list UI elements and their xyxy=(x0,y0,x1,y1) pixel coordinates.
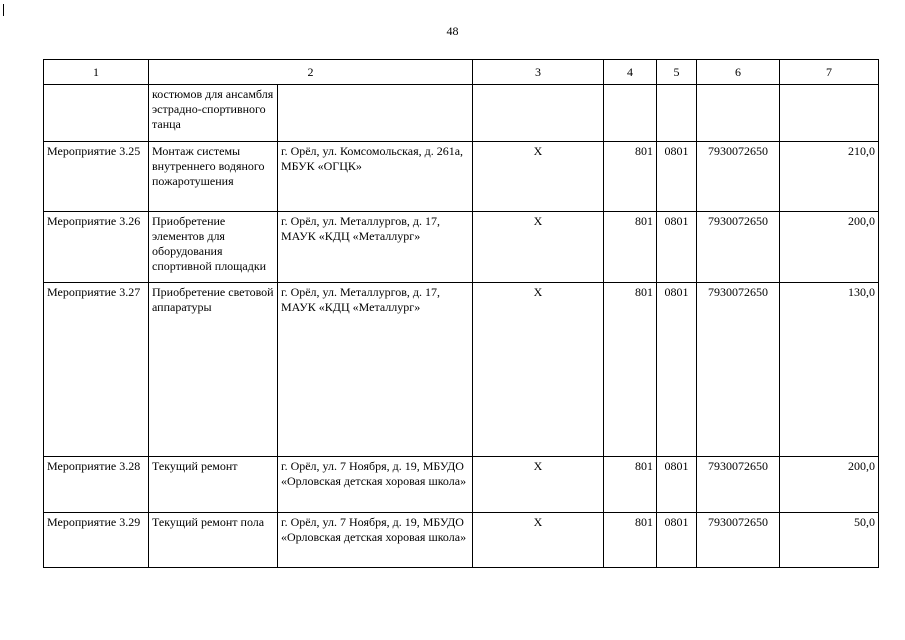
event-cell: Мероприятие 3.27 xyxy=(44,283,149,457)
continuation-row xyxy=(44,85,879,142)
col4-cell: 801 xyxy=(604,513,657,568)
cont-cell-1 xyxy=(44,85,149,142)
name-cell: Монтаж системы внутреннего водяного пожаротушения xyxy=(149,142,278,212)
col-header-1: 1 xyxy=(44,60,149,85)
header-row xyxy=(44,60,879,85)
table-row xyxy=(44,142,879,212)
cont-cell-6 xyxy=(697,85,780,142)
scan-edge-mark xyxy=(3,4,4,16)
event-cell: Мероприятие 3.28 xyxy=(44,457,149,513)
col3-cell: Х xyxy=(473,513,604,568)
cont-cell-4 xyxy=(604,85,657,142)
col-header-2: 2 xyxy=(149,60,473,85)
table-row xyxy=(44,283,879,457)
table-row xyxy=(44,457,879,513)
col3-cell: Х xyxy=(473,212,604,283)
col-header-7: 7 xyxy=(780,60,879,85)
event-cell: Мероприятие 3.25 xyxy=(44,142,149,212)
col7-cell: 200,0 xyxy=(780,212,879,283)
cont-cell-5 xyxy=(657,85,697,142)
col5-cell: 0801 xyxy=(657,457,697,513)
col6-cell: 7930072650 xyxy=(697,142,780,212)
table-row xyxy=(44,513,879,568)
col-header-4: 4 xyxy=(604,60,657,85)
col7-cell: 210,0 xyxy=(780,142,879,212)
budget-table xyxy=(43,59,879,568)
col7-cell: 130,0 xyxy=(780,283,879,457)
page-number: 48 xyxy=(446,24,459,38)
event-cell: Мероприятие 3.26 xyxy=(44,212,149,283)
col7-cell: 50,0 xyxy=(780,513,879,568)
col5-cell: 0801 xyxy=(657,513,697,568)
col4-cell: 801 xyxy=(604,283,657,457)
col6-cell: 7930072650 xyxy=(697,283,780,457)
col3-cell: Х xyxy=(473,283,604,457)
col-header-5: 5 xyxy=(657,60,697,85)
event-cell: Мероприятие 3.29 xyxy=(44,513,149,568)
address-cell: г. Орёл, ул. 7 Ноября, д. 19, МБУДО «Орловская детская хоровая школа» xyxy=(278,457,473,513)
cont-cell-3 xyxy=(473,85,604,142)
col-header-6: 6 xyxy=(697,60,780,85)
col3-cell: Х xyxy=(473,457,604,513)
name-cell: Текущий ремонт пола xyxy=(149,513,278,568)
col4-cell: 801 xyxy=(604,142,657,212)
name-cell: Приобретение световой аппаратуры xyxy=(149,283,278,457)
col4-cell: 801 xyxy=(604,457,657,513)
name-cell: Текущий ремонт xyxy=(149,457,278,513)
cont-cell-address xyxy=(278,85,473,142)
address-cell: г. Орёл, ул. Металлургов, д. 17, МАУК «КДЦ «Металлург» xyxy=(278,283,473,457)
col-header-3: 3 xyxy=(473,60,604,85)
address-cell: г. Орёл, ул. Металлургов, д. 17, МАУК «КДЦ «Металлург» xyxy=(278,212,473,283)
col5-cell: 0801 xyxy=(657,142,697,212)
col6-cell: 7930072650 xyxy=(697,513,780,568)
address-cell: г. Орёл, ул. 7 Ноября, д. 19, МБУДО «Орловская детская хоровая школа» xyxy=(278,513,473,568)
col6-cell: 7930072650 xyxy=(697,457,780,513)
col4-cell: 801 xyxy=(604,212,657,283)
col5-cell: 0801 xyxy=(657,212,697,283)
col3-cell: Х xyxy=(473,142,604,212)
cont-cell-7 xyxy=(780,85,879,142)
col5-cell: 0801 xyxy=(657,283,697,457)
cont-cell-name: костюмов для ансамбля эстрадно-спортивного танца xyxy=(149,85,278,142)
name-cell: Приобретение элементов для оборудования спортивной площадки xyxy=(149,212,278,283)
table-row xyxy=(44,212,879,283)
col7-cell: 200,0 xyxy=(780,457,879,513)
col6-cell: 7930072650 xyxy=(697,212,780,283)
address-cell: г. Орёл, ул. Комсомольская, д. 261а, МБУК «ОГЦК» xyxy=(278,142,473,212)
